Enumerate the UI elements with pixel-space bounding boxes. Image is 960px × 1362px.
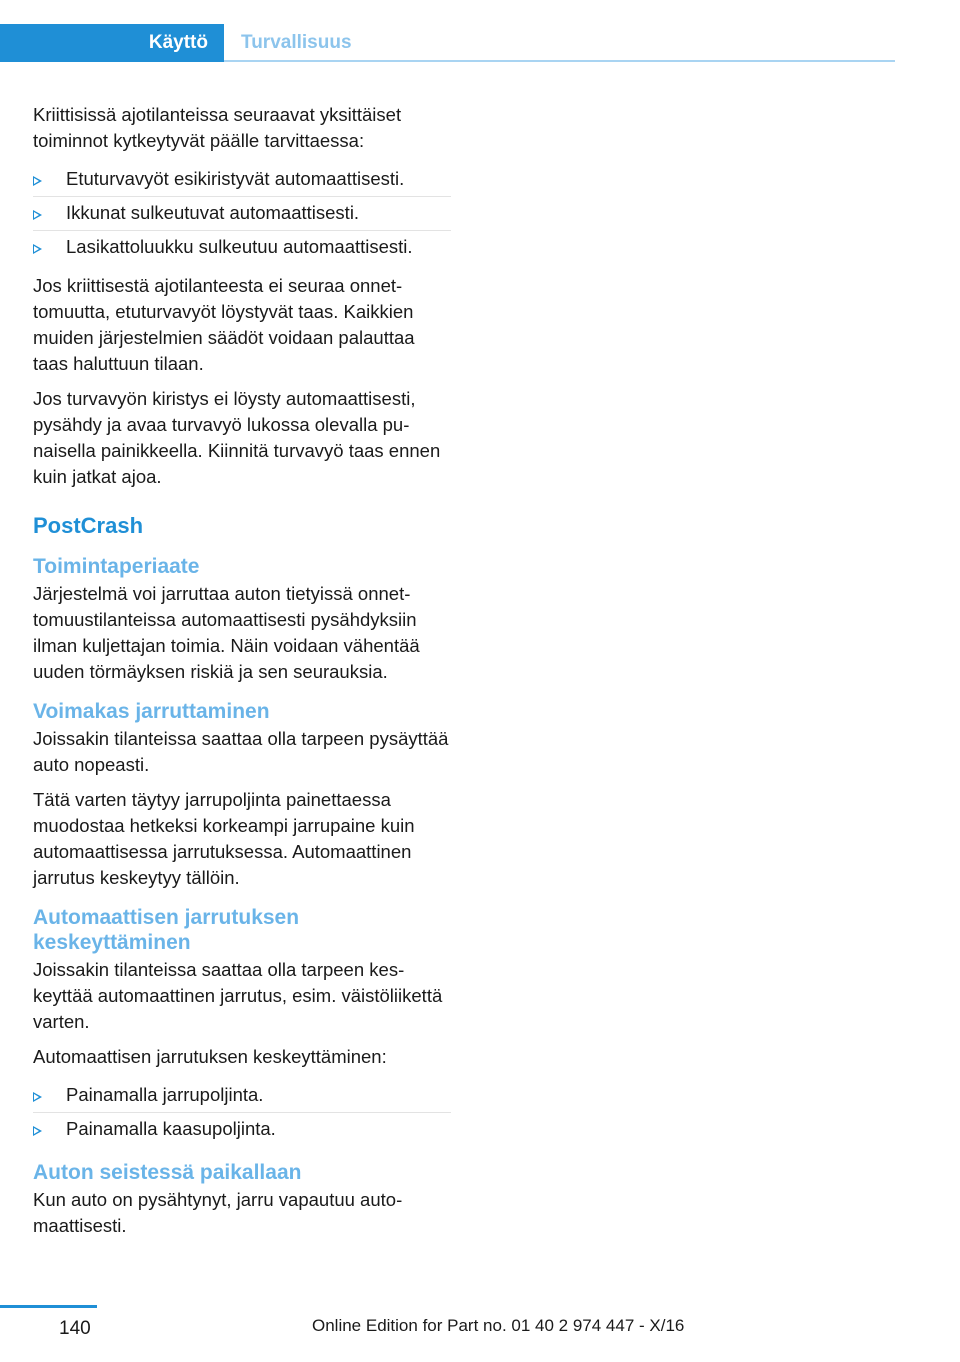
triangle-bullet-icon	[33, 1126, 42, 1136]
list-item	[33, 197, 451, 231]
paragraph: Kun auto on pysähtynyt, jarru vapautuu automaattisesti.	[33, 1189, 403, 1236]
page-header	[0, 0, 960, 62]
heading-toimintaperiaate: Toimintaperiaate	[33, 555, 200, 578]
page-number: 140	[59, 1318, 91, 1339]
list-item	[33, 1113, 451, 1146]
heading-seistessa-paikallaan: Auton seistessä paikallaan	[33, 1161, 302, 1184]
paragraph: Automaattisen jarrutuksen keskeyttäminen:	[33, 1046, 387, 1067]
bullet-list-cancel	[33, 1079, 451, 1146]
paragraph: Joissakin tilanteissa saattaa olla tarpeen keskeyttää automaattinen jarrutus, esim. väistöliikettä varten.	[33, 959, 443, 1032]
triangle-bullet-icon	[33, 210, 42, 220]
header-divider	[224, 60, 895, 62]
paragraph: Jos kriittisestä ajotilanteesta ei seuraa onnettomuutta, etuturvavyöt löystyvät taas. Kaikkien muiden järjestelmien säädöt voidaan palauttaa taas haluttuun tilaan.	[33, 275, 415, 374]
list-item-text: Etuturvavyöt esikiristyvät automaattisesti.	[66, 168, 405, 189]
page-content	[33, 102, 451, 1248]
list-item	[33, 163, 451, 197]
triangle-bullet-icon	[33, 244, 42, 254]
intro-paragraph: Kriittisissä ajotilanteissa seuraavat yksittäiset toiminnot kytkeytyvät päälle tarvittaessa:	[33, 104, 402, 151]
list-item-text: Lasikattoluukku sulkeutuu automaattisesti.	[66, 236, 413, 257]
triangle-bullet-icon	[33, 1092, 42, 1102]
footer-divider	[0, 1305, 97, 1308]
triangle-bullet-icon	[33, 176, 42, 186]
list-item	[33, 231, 451, 264]
heading-postcrash: PostCrash	[33, 513, 144, 538]
edition-note: Online Edition for Part no. 01 40 2 974 447 - X/16	[312, 1316, 685, 1335]
paragraph: Järjestelmä voi jarruttaa auton tietyissä onnettomuustilanteissa automaattisesti pysähdyksiin ilman kuljettajan toimia. Näin voidaan vähentää uuden törmäyksen riskiä ja sen seurauksia.	[33, 583, 420, 682]
list-item-text: Ikkunat sulkeutuvat automaattisesti.	[66, 202, 360, 223]
list-item-text: Painamalla kaasupoljinta.	[66, 1118, 276, 1139]
section-tab-kaytto[interactable]: Käyttö	[0, 24, 224, 62]
heading-keskeyttaminen: Automaattisen jarrutuksen keskeyttäminen	[33, 906, 300, 954]
paragraph: Tätä varten täytyy jarrupoljinta painettaessa muodostaa hetkeksi korkeampi jarrupaine kuin automaattisessa jarrutuksessa. Automaattinen jarrutus keskeytyy tällöin.	[33, 789, 415, 888]
bullet-list-functions	[33, 163, 451, 264]
paragraph: Jos turvavyön kiristys ei löysty automaattisesti, pysähdy ja avaa turvavyö lukossa olevalla punaisella painikkeella. Kiinnitä turvavyö taas ennen kuin jatkat ajoa.	[33, 388, 441, 487]
list-item	[33, 1079, 451, 1113]
heading-voimakas-jarruttaminen: Voimakas jarruttaminen	[33, 700, 270, 723]
section-tab-turvallisuus[interactable]: Turvallisuus	[241, 32, 352, 53]
list-item-text: Painamalla jarrupoljinta.	[66, 1084, 264, 1105]
paragraph: Joissakin tilanteissa saattaa olla tarpeen pysäyttää auto nopeasti.	[33, 728, 449, 775]
